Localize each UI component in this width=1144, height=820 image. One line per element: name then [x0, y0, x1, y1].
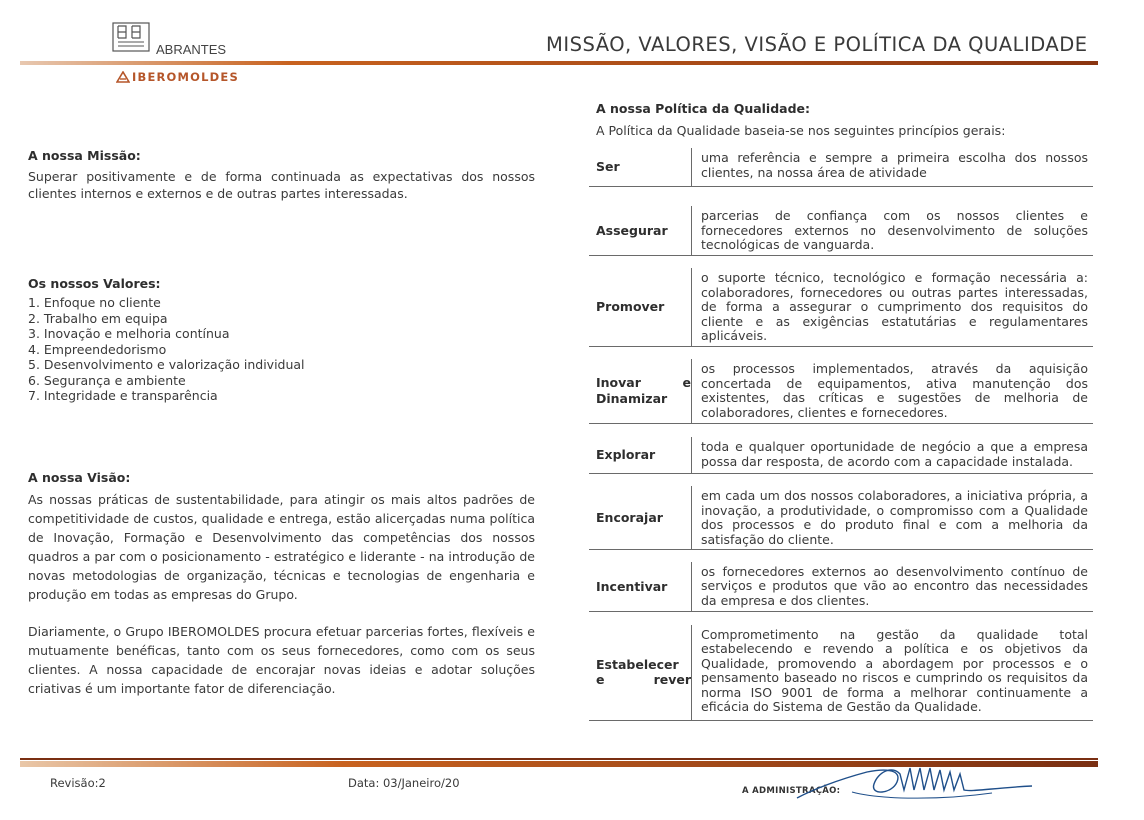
- visao-title: A nossa Visão:: [28, 470, 131, 485]
- table-row: [589, 268, 1093, 346]
- politica-intro: A Política da Qualidade baseia-se nos seguintes princípios gerais:: [596, 123, 1006, 138]
- table-row: [589, 437, 1093, 473]
- valores-title: Os nossos Valores:: [28, 276, 161, 291]
- abrantes-logo-icon: [112, 22, 150, 52]
- missao-text: Superar positivamente e de forma continuada as expectativas dos nossos clientes internos e externos e de outras partes interessadas.: [28, 169, 535, 201]
- admin-label: A ADMINISTRAÇÃO:: [742, 786, 841, 796]
- visao-paragraph-2: Diariamente, o Grupo IBEROMOLDES procura efetuar parcerias fortes, flexíveis e mutuamente benéficas, tanto com os seus fornecedores, como com os seus clientes. A nossa capacidade de encorajar novas ideias e adotar soluções criativas é um importante fator de diferenciação.: [28, 624, 535, 696]
- principle-term: Explorar: [589, 437, 692, 473]
- brand-abrantes: ABRANTES: [156, 42, 227, 57]
- table-row: [589, 359, 1093, 423]
- valores-list: [28, 295, 305, 404]
- list-item: 6. Segurança e ambiente: [28, 372, 186, 388]
- iberomoldes-mark-icon: [116, 71, 130, 83]
- table-row: [589, 148, 1093, 186]
- table-row: [589, 206, 1093, 255]
- iberomoldes-logo: [116, 70, 239, 84]
- brand-iberomoldes: IBEROMOLDES: [132, 70, 239, 84]
- visao-paragraph-1: As nossas práticas de sustentabilidade, para atingir os mais altos padrões de competitividade de custos, qualidade e entrega, estão alicerçadas numa política de Inovação, Formação e Desenvolvimento das competências dos nossos quadros a par com o posicionamento - estratégico e liderante - na introdução de novas metodologias de organização, técnicas e tecnologias de engenharia e produção em todas as empresas do Grupo.: [28, 492, 535, 602]
- list-item: 2. Trabalho em equipa: [28, 310, 168, 326]
- table-row: [589, 562, 1093, 612]
- date-label: Data: 03/Janeiro/20: [348, 776, 460, 790]
- principle-term: Encorajar: [589, 486, 692, 550]
- revision-label: Revisão:2: [50, 776, 106, 790]
- politica-table: [589, 148, 1093, 721]
- politica-title: A nossa Política da Qualidade:: [596, 101, 811, 116]
- principle-desc: o suporte técnico, tecnológico e formação necessária a: colaboradores, fornecedores ou outras partes interessadas, de forma a assegurar o cumprimento dos requisitos do cliente e as exigências estatutárias e regulamentares aplicáveis.: [692, 268, 1094, 346]
- principle-desc: os fornecedores externos ao desenvolvimento contínuo de serviços e produtos que vão ao encontro das necessidades da empresa e dos clientes.: [692, 562, 1094, 612]
- principle-term: Assegurar: [589, 206, 692, 255]
- list-item: 7. Integridade e transparência: [28, 388, 218, 403]
- principle-term: Inovar e Dinamizar: [589, 359, 692, 423]
- signature-image: [792, 760, 1042, 810]
- principle-desc: os processos implementados, através da aquisição concertada de equipamentos, ativa manutenção dos existentes, das críticas e sugestões de melhoria de colaboradores, clientes e fornecedores.: [692, 359, 1094, 423]
- table-row: [589, 486, 1093, 550]
- principle-desc: uma referência e sempre a primeira escolha dos nossos clientes, na nossa área de atividade: [692, 148, 1094, 186]
- list-item: 3. Inovação e melhoria contínua: [28, 326, 230, 341]
- principle-term: Estabelecer e rever: [589, 625, 692, 721]
- list-item: 1. Enfoque no cliente: [28, 295, 161, 310]
- principle-term: Ser: [589, 148, 692, 186]
- missao-title: A nossa Missão:: [28, 148, 141, 163]
- list-item: 5. Desenvolvimento e valorização individual: [28, 357, 305, 372]
- page-title: MISSÃO, VALORES, VISÃO E POLÍTICA DA QUALIDADE: [546, 33, 1088, 56]
- principle-term: Incentivar: [589, 562, 692, 612]
- principle-desc: Comprometimento na gestão da qualidade total estabelecendo e revendo a política e os objetivos da Qualidade, promovendo a abordagem por processos e o pensamento baseado no riscos e cumprindo os requisitos da norma ISO 9001 de forma a melhorar continuamente a eficácia do Sistema de Gestão da Qualidade.: [692, 625, 1094, 721]
- header-divider: [20, 61, 1098, 65]
- principle-desc: toda e qualquer oportunidade de negócio a que a empresa possa dar resposta, de acordo com a capacidade instalada.: [692, 437, 1094, 473]
- principle-desc: parcerias de confiança com os nossos clientes e fornecedores externos no desenvolvimento de soluções tecnológicas de vanguarda.: [692, 206, 1094, 255]
- table-row: [589, 625, 1093, 721]
- principle-term: Promover: [589, 268, 692, 346]
- principle-desc: em cada um dos nossos colaboradores, a iniciativa própria, a inovação, a produtividade, o compromisso com a Qualidade dos processos e do produto final e com a melhoria da satisfação do cliente.: [692, 486, 1094, 550]
- list-item: 4. Empreendedorismo: [28, 341, 167, 357]
